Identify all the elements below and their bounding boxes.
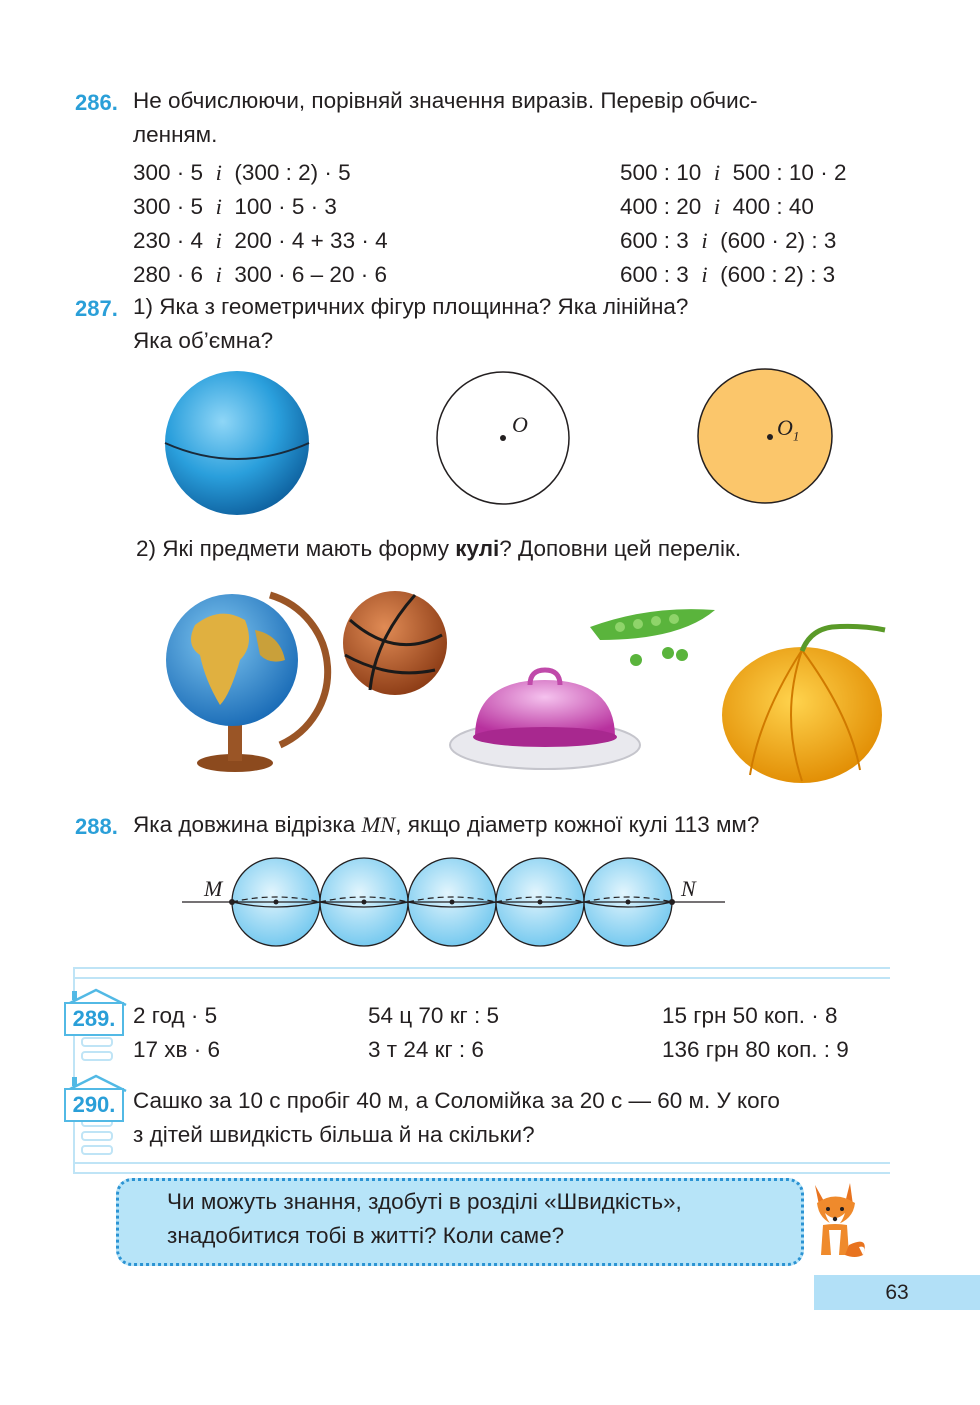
task-number-290: 290. [64,1088,124,1122]
dish-cover-image [450,670,640,769]
expr-row-1-right [620,160,846,186]
task-number-288: 288. [75,814,118,839]
conj: і [701,262,708,287]
pumpkin-image [722,626,885,783]
point-o1-subscript: 1 [792,428,800,444]
task-289-col2-row2: 3 т 24 кг : 6 [368,1037,484,1062]
task-290-house-badge [64,1074,128,1122]
expr: (600 : 2) : 3 [720,262,836,287]
point-o-label: O [512,412,528,437]
reflection-question-box [116,1178,804,1266]
conj: і [713,194,721,219]
exercise-panel-bottom-border [73,1162,890,1174]
task-290-line2: з дітей швидкість більша й на скільки? [133,1122,535,1147]
point-m-label: M [204,876,223,901]
peas-image [590,609,715,666]
expr: 500 : 10 [620,160,702,185]
spherical-objects-illustration [160,585,890,785]
task-286-text-line1: Не обчислюючи, порівняй значення виразів. Перевір обчис- [133,88,758,113]
expr-row-4-right [620,262,835,288]
expr: 500 : 10 · 2 [732,160,847,185]
task-288-before: Яка довжина відрізка [133,812,362,837]
expr-row-3-right [620,228,836,254]
expr: 100 · 5 · 3 [234,194,337,219]
point-n-label: N [681,876,696,901]
expr: 400 : 40 [732,194,814,219]
task-286-text-line2: ленням. [133,122,218,147]
task-289-col1-row1: 2 год · 5 [133,1003,218,1028]
expr-row-4-left [133,262,387,288]
task-289-col1-row2: 17 хв · 6 [133,1037,220,1062]
question-line2: знадобитися тобі в житті? Коли саме? [167,1223,565,1248]
task-289-col3-row2: 136 грн 80 коп. : 9 [662,1037,849,1062]
task-289-col3-row1: 15 грн 50 коп. · 8 [662,1003,838,1028]
question-line1: Чи можуть знання, здобуті в розділі «Швидкість», [167,1189,682,1214]
basketball-image [343,591,447,695]
task-287-q2 [136,532,741,566]
conj: і [215,194,222,219]
segment-label: MN [361,812,396,837]
point-o1-letter: O [777,415,793,440]
expr: 600 : 3 [620,228,689,253]
task-289-house-badge [64,988,128,1036]
expr-row-3-left [133,228,388,254]
q2-text-before: 2) Які предмети мають форму [136,536,456,561]
balls-in-row-diagram [180,855,730,950]
expr: 230 · 4 [133,228,204,253]
q2-text-bold: кулі [455,536,500,561]
expr: (300 : 2) · 5 [234,160,351,185]
expr: (600 · 2) : 3 [720,228,837,253]
point-m [229,899,235,905]
task-290-line1: Сашко за 10 с пробіг 40 м, а Соломійка за 20 с — 60 м. У кого [133,1088,780,1113]
q2-text-after: ? Доповни цей перелік. [499,536,742,561]
task-287-q1-line1: 1) Яка з геометричних фігур площинна? Яка лінійна? [133,294,689,319]
sphere-figure [165,371,309,515]
expr-row-2-left [133,194,337,220]
conj: і [215,228,222,253]
expr: 300 · 6 – 20 · 6 [234,262,387,287]
task-289-col2-row1: 54 ц 70 кг : 5 [368,1003,500,1028]
conj: і [713,160,721,185]
expr: 280 · 6 [133,262,204,287]
disk-figure [698,369,832,503]
globe-image [166,594,328,772]
conj: і [215,160,222,185]
point-o1-label [777,415,799,444]
task-number-286: 286. [75,90,118,115]
fox-icon [805,1175,870,1260]
task-number-287: 287. [75,296,118,321]
task-288-text [133,808,759,842]
task-287-q1-line2: Яка об’ємна? [133,328,274,353]
page-number: 63 [814,1275,980,1310]
point-n [669,899,675,905]
task-288-after: , якщо діаметр кожної кулі 113 мм? [395,812,760,837]
conj: і [701,228,708,253]
expr-row-1-left [133,160,351,186]
circle-line-figure [437,372,569,504]
task-number-289: 289. [64,1002,124,1036]
expr: 600 : 3 [620,262,689,287]
expr: 200 · 4 + 33 · 4 [234,228,388,253]
expr: 300 · 5 [133,160,204,185]
expr: 300 · 5 [133,194,204,219]
exercise-panel-top-border [73,967,890,979]
geometric-figures [150,355,870,515]
expr: 400 : 20 [620,194,702,219]
conj: і [215,262,222,287]
expr-row-2-right [620,194,814,220]
